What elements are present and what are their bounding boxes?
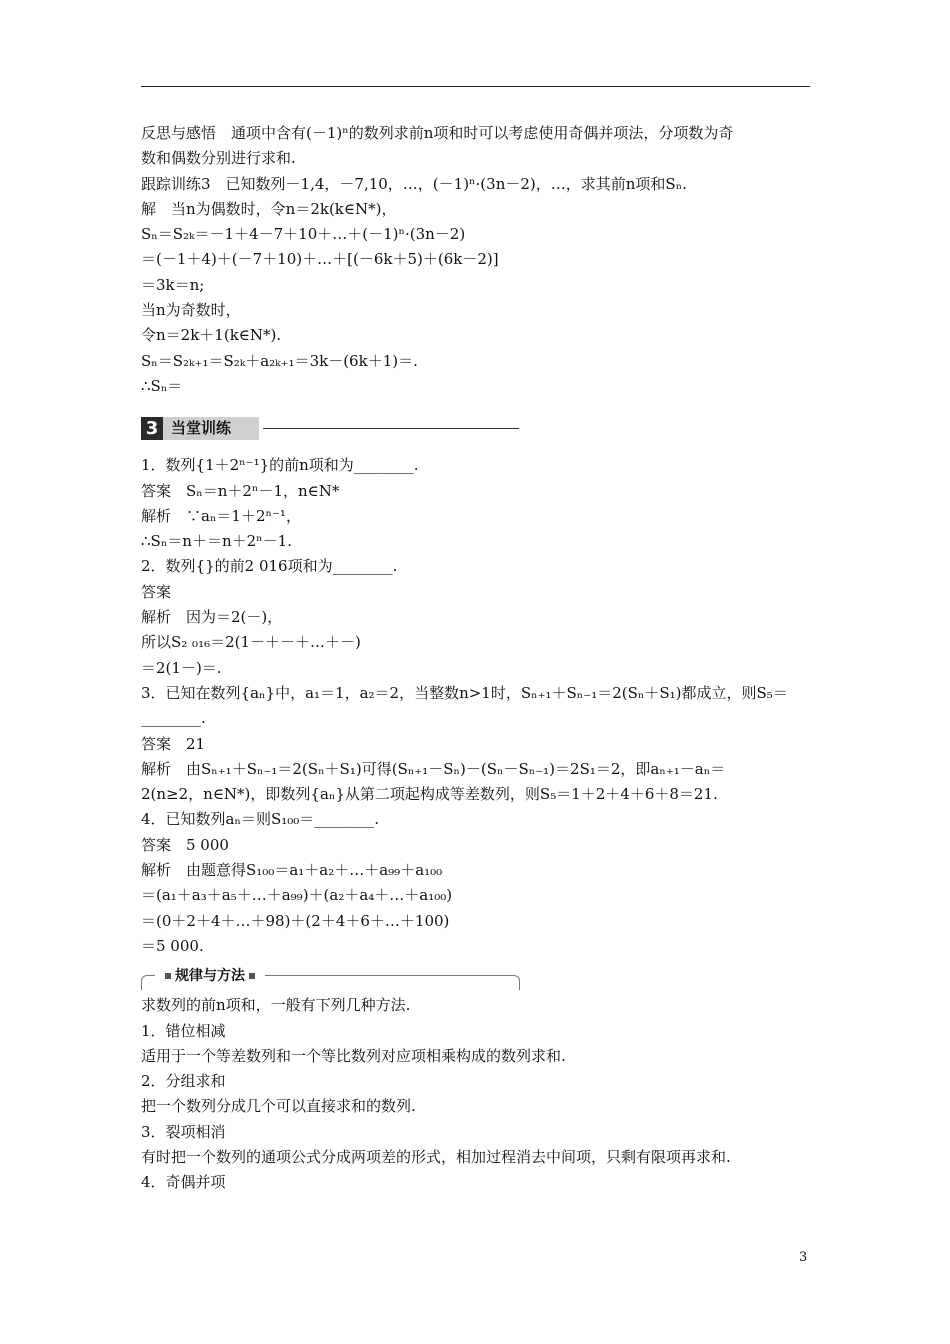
text-line: 解析 由题意得S₁₀₀＝a₁＋a₂＋…＋a₉₉＋a₁₀₀ [141,861,443,880]
text-line: 答案 21 [141,734,206,753]
text-line: ＝(a₁＋a₃＋a₅＋…＋a₉₉)＋(a₂＋a₄＋…＋a₁₀₀) [141,886,453,905]
text-line: ＝2(1－)＝. [141,658,222,677]
method-box-title: 规律与方法 [175,968,245,985]
text-line: 1．错位相减 [141,1021,226,1040]
text-line: 有时把一个数列的通项公式分成两项差的形式，相加过程消去中间项，只剩有限项再求和. [141,1147,731,1166]
text-line: 反思与感悟 通项中含有(－1)ⁿ的数列求前n项和时可以考虑使用奇偶并项法，分项数为奇 [141,124,734,142]
text-line: 适用于一个等差数列和一个等比数列对应项相乘构成的数列求和. [141,1046,566,1065]
section-heading [141,413,810,453]
bullet-square-icon [249,973,255,979]
text-line: 答案 [141,582,172,601]
text-line: 答案 Sₙ＝n＋2ⁿ－1，n∈N* [141,481,340,500]
text-line: 令n＝2k＋1(k∈N*). [141,326,282,345]
text-line: ＝5 000. [141,936,204,955]
method-block [141,993,810,1195]
page-content [141,121,810,1196]
text-line: ∴Sₙ＝ [141,376,183,395]
header-rule [141,86,810,87]
text-line: 所以S₂ ₀₁₆＝2(1－＋－＋…＋－) [141,633,361,652]
section-rule [263,428,519,429]
text-line: 1．数列{1＋2ⁿ⁻¹}的前n项和为________. [141,456,419,475]
text-line: ＝3k＝n; [141,275,205,294]
text-line: ∴Sₙ＝n＋＝n＋2ⁿ－1. [141,532,292,551]
text-line: 解析 由Sₙ₊₁＋Sₙ₋₁＝2(Sₙ＋S₁)可得(Sₙ₊₁－Sₙ)－(Sₙ－Sₙ₋₁)＝2S₁＝2，即aₙ₊₁－aₙ＝ [141,759,726,778]
method-box-heading [141,963,810,993]
page-number: 3 [799,1250,808,1265]
text-line: 3．已知在数列{aₙ}中，a₁＝1，a₂＝2，当整数n>1时，Sₙ₊₁＋Sₙ₋₁＝2(Sₙ＋S₁)都成立，则S₅＝ [141,683,788,702]
section-number: 3 [141,417,163,440]
text-line: ________. [141,709,206,728]
text-line: 数和偶数分别进行求和. [141,149,296,168]
text-line: 2．分组求和 [141,1072,226,1091]
method-box-label [155,965,265,987]
text-line: 解析 ∵aₙ＝1＋2ⁿ⁻¹， [141,506,301,525]
text-line: 解析 因为＝2(－)， [141,608,283,627]
text-line: 2(n≥2，n∈N*)，即数列{aₙ}从第二项起构成等差数列，则S₅＝1＋2＋4＋6＋8＝21. [141,785,718,804]
text-line: 3．裂项相消 [141,1122,226,1141]
bullet-square-icon [165,973,171,979]
text-line: 把一个数列分成几个可以直接求和的数列. [141,1097,416,1116]
exercise-block [141,453,810,959]
reflection-block [141,121,810,399]
section-title: 当堂训练 [171,419,232,438]
text-line: 答案 5 000 [141,835,229,854]
text-line: 解 当n为偶数时，令n＝2k(k∈N*)， [141,199,397,218]
text-line: 跟踪训练3 已知数列－1,4，－7,10，…，(－1)ⁿ·(3n－2)，…，求其前n项和Sₙ. [141,174,687,193]
text-line: Sₙ＝S₂ₖ＝－1＋4－7＋10＋…＋(－1)ⁿ·(3n－2) [141,225,466,244]
text-line: Sₙ＝S₂ₖ₊₁＝S₂ₖ＋a₂ₖ₊₁＝3k－(6k＋1)＝. [141,351,418,370]
text-line: ＝(0＋2＋4＋…＋98)＋(2＋4＋6＋…＋100) [141,911,450,930]
text-line: ＝(－1＋4)＋(－7＋10)＋…＋[(－6k＋5)＋(6k－2)] [141,250,499,269]
text-line: 当n为奇数时， [141,301,241,320]
text-line: 4．已知数列aₙ＝则S₁₀₀＝________. [141,810,380,829]
text-line: 4．奇偶并项 [141,1173,226,1192]
section-heading-box [141,417,259,440]
text-line: 2．数列{}的前2 016项和为________. [141,557,398,576]
text-line: 求数列的前n项和，一般有下列几种方法. [141,996,411,1015]
